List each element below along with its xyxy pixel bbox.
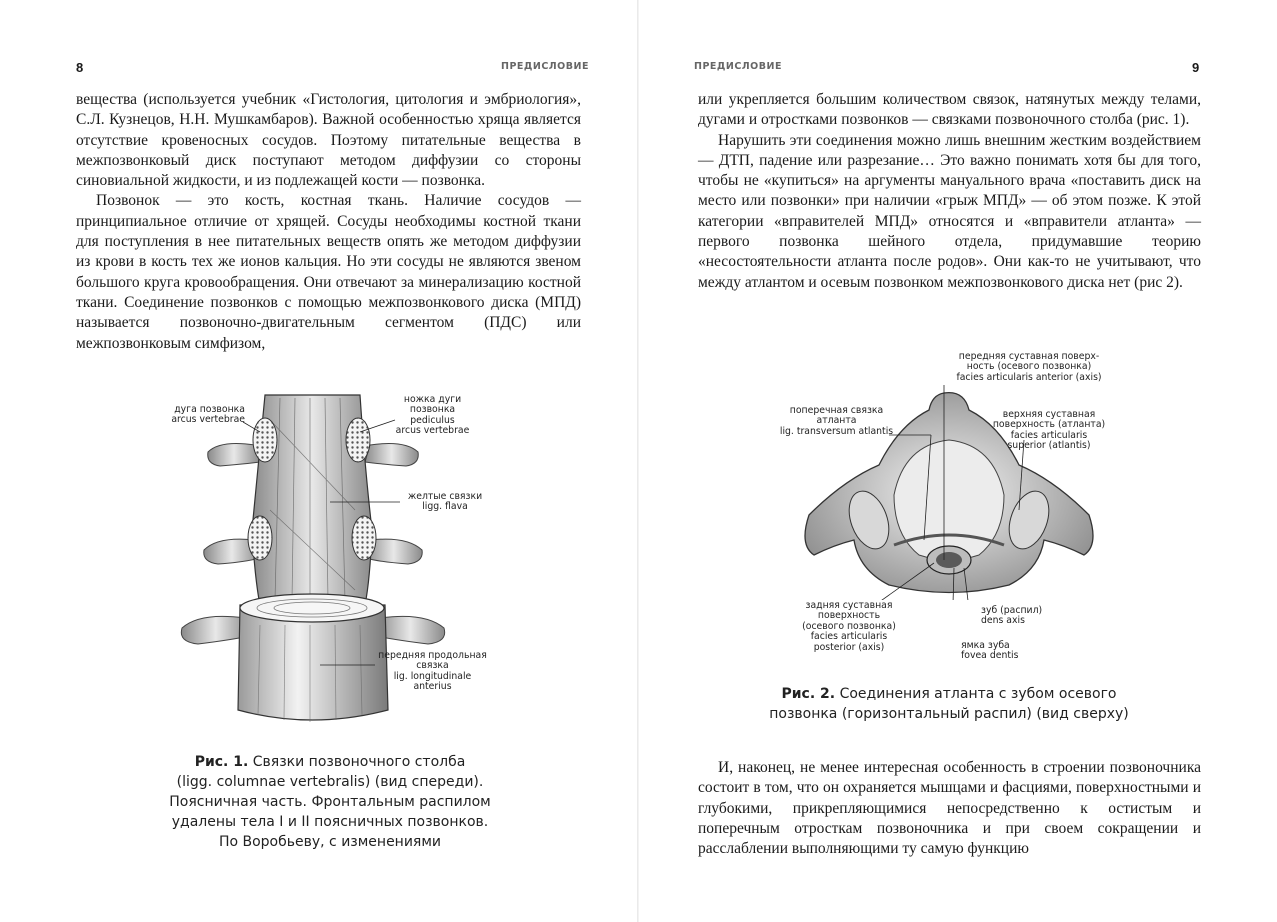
running-header: ПРЕДИСЛОВИЕ	[501, 61, 589, 72]
figure-caption: Рис. 2. Соединения атланта с зубом осевого позвонка (горизонтальный распил) (вид сверху)	[769, 686, 1129, 722]
label-pedicle: ножка дуги позвонка pediculus arcus vertebrae	[395, 394, 470, 437]
label-flava: желтые связки ligg. flava	[407, 491, 483, 513]
label-posterior-surface: задняя суставная поверхность (осевого позвонка) facies articularis posterior (axis)	[802, 600, 896, 653]
label-longitudinal: передняя продольная связка lig. longitudinale anterius	[378, 650, 487, 693]
page-number: 9	[1192, 60, 1200, 75]
caption-prefix: Рис. 1.	[194, 754, 249, 770]
paragraph: И, наконец, не менее интересная особенность в строении позвоночника состоит в том, что он охраняется мышцами и фасциями, поверхностными и глубокими, прикрепляющимися непосредственно к остистым и поперечным отросткам позвоночника и при своем сокращении и расслаблении выполняющими ту самую функцию	[698, 759, 1201, 858]
right-page	[639, 0, 1277, 922]
label-dens: зуб (распил) dens axis	[981, 605, 1043, 627]
body-text	[698, 758, 1201, 859]
label-arch: дуга позвонка arcus vertebrae	[171, 404, 245, 426]
label-fovea: ямка зуба fovea dentis	[961, 640, 1019, 662]
running-header: ПРЕДИСЛОВИЕ	[694, 61, 782, 72]
body-text	[76, 90, 581, 354]
paragraph: вещества (используется учебник «Гистология, цитология и эмбриология», С.Л. Кузнецов, Н.Н. Мушкамбаров). Важной особенностью хряща является отсутствие кровеносных сосудов. Поэтому питательные вещества в межпозвонковый диск поступают методом диффузии со стороны синовиальной жидкости, и из подлежащей кости — позвонка.	[76, 91, 581, 190]
label-anterior-surface: передняя суставная поверх- ность (осевого позвонка) facies articularis anterior (axis)	[956, 351, 1102, 383]
page-number: 8	[76, 60, 84, 75]
paragraph: Нарушить эти соединения можно лишь внешним жестким воздействием — ДТП, падение или разрезание… Это важно понимать хотя бы для того, чтобы не «купиться» на аргументы мануального врача «поставить диск на место или позвонки» при наличии «грыж МПД» — об этом позже. К этой категории «вправителей МПД» относятся и «вправители атланта» — первого позвонка шейного отдела, придумавшие теорию «несостоятельности атланта после родов». Они как-то не учитывают, что между атлантом и осевым позвонком межпозвонкового диска нет (рис 2).	[698, 131, 1201, 291]
figure-caption: Рис. 1. Связки позвоночного столба (ligg. columnae vertebralis) (вид спереди). Поясничная часть. Фронтальным распилом удалены тела I и II поясничных позвонков. По Воробьеву, с изменениями	[169, 754, 491, 850]
paragraph: Позвонок — это кость, костная ткань. Наличие сосудов — принципиальное отличие от хрящей. Сосуды необходимы костной ткани для поступления в нее питательных веществ опять же методом диффузии из крови в кость тех же ионов кальция. Но эти сосуды не являются звеном большого круга кровообращения. Они отвечают за минерализацию костной ткани. Соединение позвонков с помощью межпозвонкового диска (МПД) называется позвоночно-двигательным сегментом (ПДС) или межпозвонковым симфизом,	[76, 192, 581, 352]
left-page	[0, 0, 638, 922]
body-text	[698, 90, 1201, 293]
label-transverse: поперечная связка атланта lig. transversum atlantis	[779, 405, 894, 437]
paragraph: или укрепляется большим количеством связок, натянутых между телами, дугами и отростками позвонков — связками позвоночного столба (рис. 1).	[698, 91, 1201, 129]
caption-prefix: Рис. 2.	[781, 686, 836, 702]
label-superior-surface: верхняя суставная поверхность (атланта) facies articularis superior (atlantis)	[992, 409, 1106, 452]
